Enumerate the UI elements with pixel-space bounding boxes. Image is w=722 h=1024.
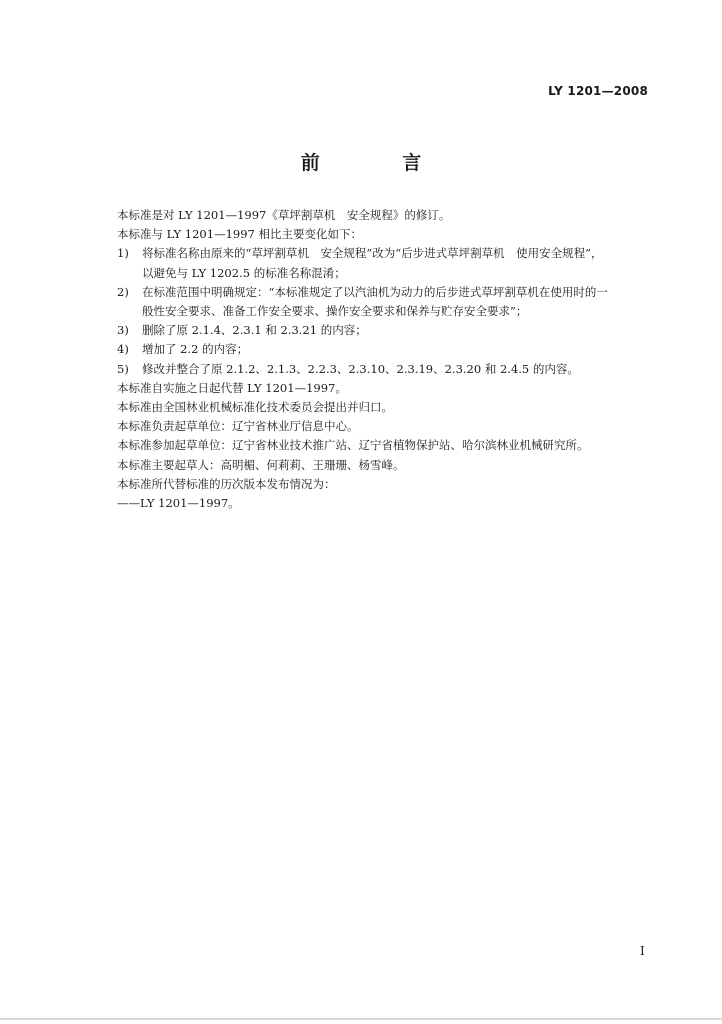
list-item bbox=[117, 244, 657, 282]
paragraph-history-item: ——LY 1201—1997。 bbox=[117, 496, 240, 511]
list-item-number: 5) bbox=[117, 361, 129, 376]
list-item-number: 1) bbox=[117, 246, 129, 261]
paragraph-lead-drafter: 本标准负责起草单位：辽宁省林业厅信息中心。 bbox=[117, 419, 359, 434]
page-bottom-edge bbox=[0, 1018, 722, 1020]
page-title: 前 言 bbox=[300, 152, 460, 174]
paragraph-replaces: 本标准自实施之日起代替 LY 1201—1997。 bbox=[117, 380, 347, 395]
paragraph-main-authors: 本标准主要起草人：高明楣、何莉莉、王珊珊、杨雪峰。 bbox=[117, 457, 405, 472]
list-item-text: 在标准范围中明确规定：“本标准规定了以汽油机为动力的后步进式草坪割草机在使用时的一 bbox=[142, 284, 608, 299]
list-item bbox=[117, 321, 657, 340]
list-item-number: 4) bbox=[117, 342, 129, 357]
list-item bbox=[117, 340, 657, 359]
list-item-text: 修改并整合了原 2.1.2、2.1.3、2.2.3、2.3.10、2.3.19、2.3.20 和 2.4.5 的内容。 bbox=[142, 361, 579, 376]
list-item-text: 将标准名称由原来的“草坪割草机 安全规程”改为“后步进式草坪割草机 使用安全规程”， bbox=[142, 246, 603, 261]
list-item bbox=[117, 360, 657, 379]
paragraph-changes-intro: 本标准与 LY 1201—1997 相比主要变化如下： bbox=[117, 227, 362, 242]
paragraph-participating-drafters: 本标准参加起草单位：辽宁省林业技术推广站、辽宁省植物保护站、哈尔滨林业机械研究所。 bbox=[117, 438, 589, 453]
list-item-text: 删除了原 2.1.4、2.3.1 和 2.3.21 的内容； bbox=[142, 323, 367, 338]
list-item-text: 般性安全要求、准备工作安全要求、操作安全要求和保养与贮存安全要求”； bbox=[142, 304, 528, 319]
paragraph-history-intro: 本标准所代替标准的历次版本发布情况为： bbox=[117, 476, 336, 491]
foreword-body bbox=[117, 206, 657, 513]
list-item-text: 增加了 2.2 的内容； bbox=[142, 342, 249, 357]
list-item-number: 2) bbox=[117, 284, 129, 299]
standard-code: LY 1201—2008 bbox=[548, 84, 648, 98]
page-number: I bbox=[640, 944, 645, 958]
list-item-text: 以避免与 LY 1202.5 的标准名称混淆； bbox=[142, 265, 346, 280]
list-item bbox=[117, 283, 657, 321]
paragraph-proposer: 本标准由全国林业机械标准化技术委员会提出并归口。 bbox=[117, 400, 393, 415]
paragraph-revision: 本标准是对 LY 1201—1997《草坪割草机 安全规程》的修订。 bbox=[117, 208, 451, 222]
list-item-number: 3) bbox=[117, 323, 129, 338]
